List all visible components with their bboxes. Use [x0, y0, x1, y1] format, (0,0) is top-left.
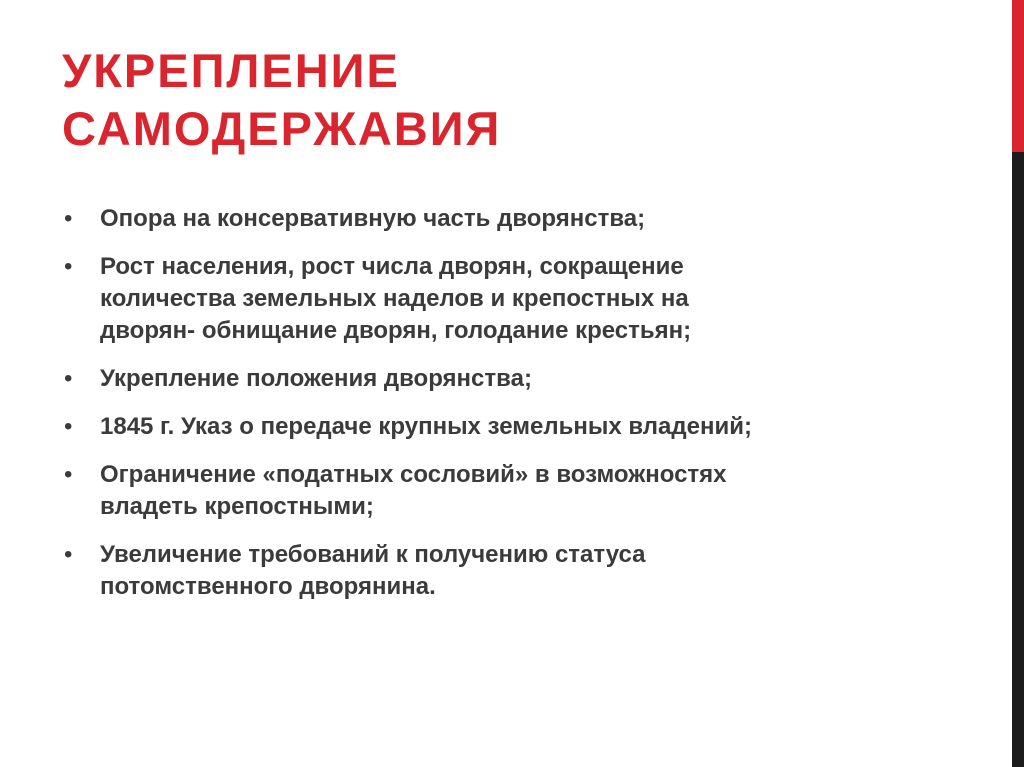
bullet-text-line: владеть крепостными;	[100, 493, 374, 520]
bullet-dot: •	[64, 365, 73, 392]
bullet-item	[64, 203, 904, 235]
bullet-item	[64, 363, 904, 395]
bullet-item	[64, 459, 904, 523]
bullet-text-line: Рост населения, рост числа дворян, сокращение	[100, 253, 684, 280]
bullet-dot: •	[64, 541, 73, 568]
right-accent-bar-red	[1012, 0, 1024, 152]
bullet-list	[64, 203, 904, 619]
slide-title-line-2: САМОДЕРЖАВИЯ	[62, 102, 502, 155]
bullet-text-line: количества земельных наделов и крепостных на	[100, 285, 689, 312]
bullet-dot: •	[64, 413, 73, 440]
bullet-dot: •	[64, 461, 73, 488]
bullet-text-line: Опора на консервативную часть дворянства;	[100, 205, 646, 232]
bullet-text-line: Укрепление положения дворянства;	[100, 365, 532, 392]
slide-title-line-1: УКРЕПЛЕНИЕ	[62, 44, 400, 97]
bullet-text-line: дворян- обнищание дворян, голодание крестьян;	[100, 317, 692, 344]
bullet-dot: •	[64, 253, 73, 280]
bullet-text-line: 1845 г. Указ о передаче крупных земельных владений;	[100, 413, 752, 440]
slide-title	[62, 42, 962, 158]
bullet-text-line: потомственного дворянина.	[100, 573, 436, 600]
bullet-text-line: Ограничение «податных сословий» в возможностях	[100, 461, 727, 488]
bullet-dot: •	[64, 205, 73, 232]
right-accent-bar-dark	[1012, 152, 1024, 767]
bullet-item	[64, 539, 904, 603]
bullet-item	[64, 411, 904, 443]
right-accent-bar	[1012, 0, 1024, 767]
bullet-item	[64, 251, 904, 347]
bullet-text-line: Увеличение требований к получению статуса	[100, 541, 646, 568]
